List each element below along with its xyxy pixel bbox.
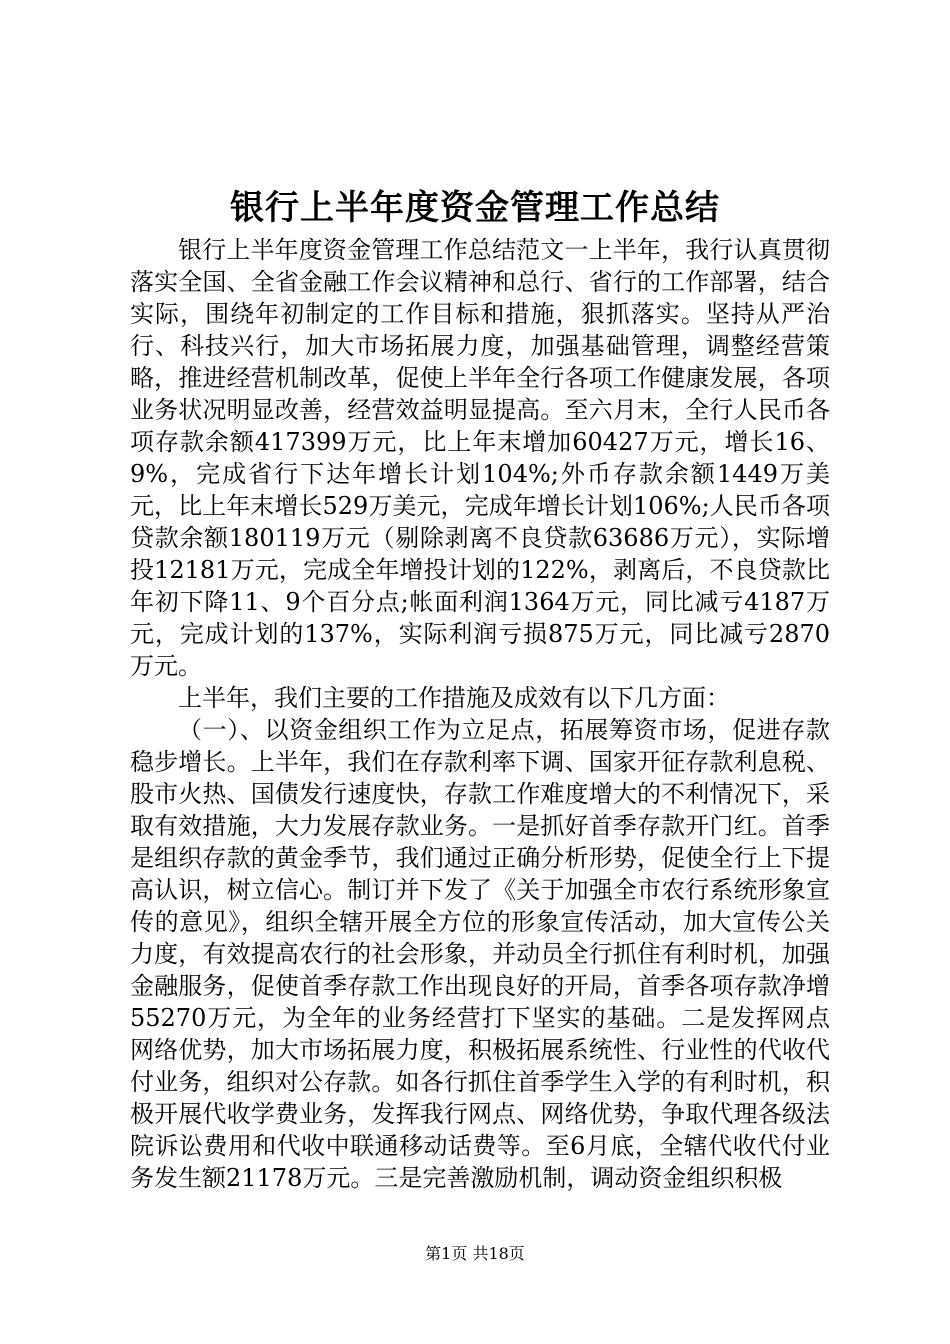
page-indicator: 第1页 共18页: [425, 1244, 525, 1263]
document-title: 银行上半年度资金管理工作总结: [230, 188, 720, 228]
paragraph-measures-heading: 上半年，我们主要的工作措施及成效有以下几方面：: [178, 684, 730, 712]
paragraph-intro: 银行上半年度资金管理工作总结范文一上半年，我行认真贯彻落实全国、全省金融工作会议精神和总行、省行的工作部署，结合实际，围绕年初制定的工作目标和措施，狠抓落实。坚持从严治行、科技兴行，加大市场拓展力度，加强基础管理，调整经营策略，推进经营机制改革，促使上半年全行各项工作健康发展，各项业务状况明显改善，经营效益明显提高。至六月末，全行人民币各项存款余额417399万元，比上年末增加60427万元，增长16、9%，完成省行下达年增长计划104%;外币存款余额1449万美元，比上年末增长529万美元，完成年增长计划106%;人民币各项贷款余额180119万元（剔除剥离不良贷款63686万元），实际增投12181万元，完成全年增投计划的122%，剥离后，不良贷款比年初下降11、9个百分点;帐面利润1364万元，同比减亏4187万元，完成计划的137%，实际利润亏损875万元，同比减亏2870万元。: [130, 236, 830, 680]
paragraph-section-one: （一）、以资金组织工作为立足点，拓展筹资市场，促进存款稳步增长。上半年，我们在存款利率下调、国家开征存款利息税、股市火热、国债发行速度快，存款工作难度增大的不利情况下，采取有效措施，大力发展存款业务。一是抓好首季存款开门红。首季是组织存款的黄金季节，我们通过正确分析形势，促使全行上下提高认识，树立信心。制订并下发了《关于加强全市农行系统形象宣传的意见》，组织全辖开展全方位的形象宣传活动，加大宣传公关力度，有效提高农行的社会形象，并动员全行抓住有利时机，加强金融服务，促使首季存款工作出现良好的开局，首季各项存款净增55270万元，为全年的业务经营打下坚实的基础。二是发挥网点网络优势，加大市场拓展力度，积极拓展系统性、行业性的代收代付业务，组织对公存款。如各行抓住首季学生入学的有利时机，积极开展代收学费业务，发挥我行网点、网络优势，争取代理各级法院诉讼费用和代收中联通移动话费等。至6月底，全辖代收代付业务发生额21178万元。三是完善激励机制，调动资金组织积极: [130, 716, 830, 1192]
page-footer: [0, 1243, 950, 1265]
document-body: [130, 234, 830, 1194]
